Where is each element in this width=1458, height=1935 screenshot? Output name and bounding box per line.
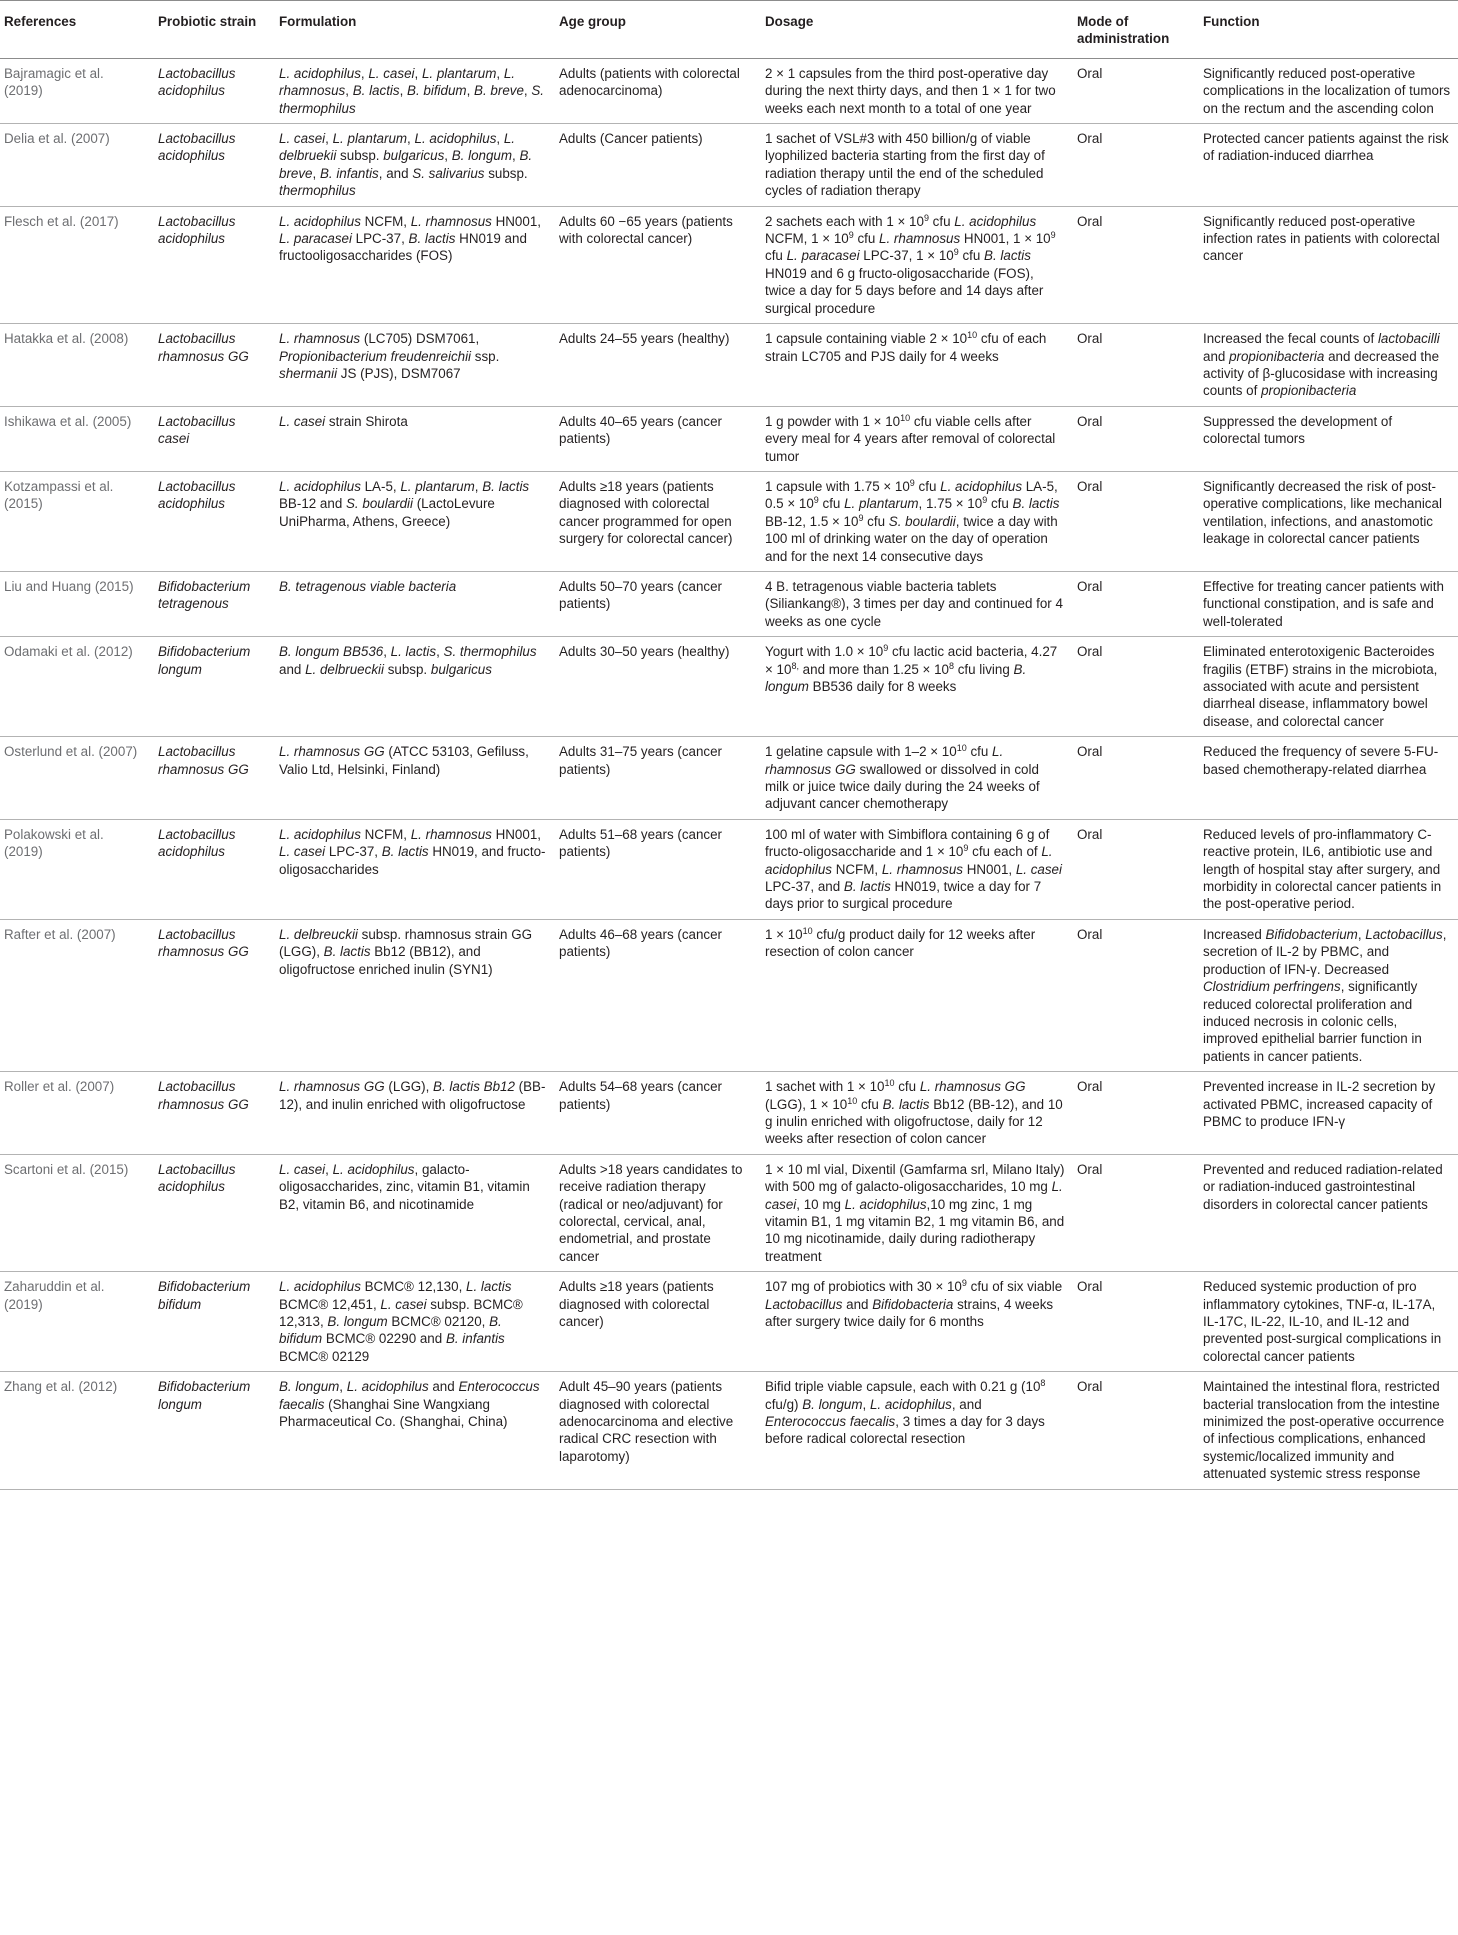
cell-probiotic-strain: Lactobacillus rhamnosus GG bbox=[152, 919, 273, 1071]
cell-mode-of-administration: Oral bbox=[1071, 124, 1197, 207]
cell-dosage: 1 sachet with $1 \times 10^{10}$ cfu L. rhamnosus GG (LGG), $1 \times 10^{10}$ cfu B. lactis Bb12 (BB-12), and 10 g inulin enriched with oligofructose, daily for 12 weeks after resection of colon cancer bbox=[759, 1072, 1071, 1155]
italic-text: B. lactis bbox=[882, 1096, 930, 1112]
italic-text: bulgaricus bbox=[383, 148, 445, 164]
cell-dosage: 2 sachets each with $1 \times 10^9$ cfu L. acidophilus NCFM, $1 \times 10^9$ cfu L. rhamnosus HN001, $1 \times 10^9$ cfu L. paracasei LPC-37, $1 \times 10^9$ cfu B. lactis HN019 and 6 g fructo-oligosaccharide (FOS), twice a day for 5 days before and 14 days after surgical procedure bbox=[759, 206, 1071, 323]
italic-text: B. longum bbox=[451, 148, 513, 164]
cell-age-group: Adults (patients with colorectal adenocarcinoma) bbox=[553, 58, 759, 123]
italic-text: L. rhamnosus bbox=[279, 331, 361, 347]
italic-text: L. casei bbox=[279, 1161, 326, 1177]
cell-reference: Osterlund et al. (2007) bbox=[0, 737, 152, 820]
cell-formulation: L. casei, L. plantarum, L. acidophilus, L. delbruekii subsp. bulgaricus, B. longum, B. breve, B. infantis, and S. salivarius subsp. thermophilus bbox=[273, 124, 553, 207]
italic-text: L. plantarum bbox=[844, 496, 919, 512]
cell-reference: Polakowski et al. (2019) bbox=[0, 819, 152, 919]
cell-age-group: Adults 50–70 years (cancer patients) bbox=[553, 571, 759, 636]
cell-age-group: Adults 51–68 years (cancer patients) bbox=[553, 819, 759, 919]
italic-text: B. longum bbox=[327, 1314, 388, 1329]
cell-mode-of-administration: Oral bbox=[1071, 819, 1197, 919]
cell-function: Suppressed the development of colorectal tumors bbox=[1197, 406, 1458, 471]
cell-probiotic-strain: Lactobacillus acidophilus bbox=[152, 58, 273, 123]
superscript: 10 bbox=[967, 330, 978, 341]
italic-text: B. lactis bbox=[408, 231, 456, 247]
italic-text: L. casei bbox=[279, 844, 326, 860]
cell-probiotic-strain: Lactobacillus rhamnosus GG bbox=[152, 1072, 273, 1155]
cell-age-group: Adults 46–68 years (cancer patients) bbox=[553, 919, 759, 1071]
cell-mode-of-administration: Oral bbox=[1071, 1272, 1197, 1372]
superscript: 8 bbox=[948, 660, 954, 671]
cell-function: Reduced systemic production of pro inflammatory cytokines, TNF-α, IL-17A, IL-17C, IL-22, IL-10, and IL-12 and prevented post-surgical complications in colorectal cancer patients bbox=[1197, 1272, 1458, 1372]
cell-function: Significantly reduced post-operative complications in the localization of tumors on the rectum and the ascending colon bbox=[1197, 58, 1458, 123]
cell-probiotic-strain: Bifidobacterium longum bbox=[152, 1372, 273, 1489]
superscript: 10 bbox=[847, 1095, 858, 1106]
cell-mode-of-administration: Oral bbox=[1071, 406, 1197, 471]
italic-text: Lactobacillus bbox=[765, 1296, 843, 1312]
italic-text: propionibacteria bbox=[1261, 383, 1357, 399]
table-row bbox=[0, 58, 1458, 123]
cell-formulation: L. acidophilus NCFM, L. rhamnosus HN001, L. casei LPC-37, B. lactis HN019, and fructo-oligosaccharides bbox=[273, 819, 553, 919]
cell-probiotic-strain: Lactobacillus acidophilus bbox=[152, 819, 273, 919]
italic-text: S. boulardii bbox=[346, 496, 413, 512]
cell-formulation: L. casei strain Shirota bbox=[273, 406, 553, 471]
italic-text: L. casei bbox=[1015, 861, 1062, 877]
italic-text: bulgaricus bbox=[430, 661, 492, 677]
italic-text: S. thermophilus bbox=[279, 83, 545, 116]
cell-reference: Liu and Huang (2015) bbox=[0, 571, 152, 636]
table-row bbox=[0, 819, 1458, 919]
italic-text: lactobacilli bbox=[1377, 331, 1440, 347]
italic-text: L. acidophilus bbox=[940, 478, 1023, 494]
italic-text: S. boulardii bbox=[888, 513, 956, 529]
cell-formulation: B. longum BB536, L. lactis, S. thermophilus and L. delbrueckii subsp. bulgaricus bbox=[273, 637, 553, 737]
superscript: 10 bbox=[956, 743, 967, 754]
italic-text: L. acidophilus bbox=[332, 1161, 415, 1177]
cell-reference: Zaharuddin et al. (2019) bbox=[0, 1272, 152, 1372]
cell-formulation: L. rhamnosus GG (ATCC 53103, Gefiluss, Valio Ltd, Helsinki, Finland) bbox=[273, 737, 553, 820]
italic-text: L. casei bbox=[279, 131, 326, 147]
table-row bbox=[0, 124, 1458, 207]
cell-dosage: 1 capsule with $1.75 \times 10^9$ cfu L. acidophilus LA-5, $0.5 \times 10^9$ cfu L. plantarum, $1.75 \times 10^9$ cfu B. lactis BB-12, $1.5 \times 10^9$ cfu S. boulardii, twice a day with 100 ml of drinking water on the day of operation and for the next 14 consecutive days bbox=[759, 471, 1071, 571]
header-formulation: Formulation bbox=[273, 1, 553, 59]
italic-text: L. delbreuckii bbox=[279, 926, 358, 942]
cell-reference: Odamaki et al. (2012) bbox=[0, 637, 152, 737]
header-age-group: Age group bbox=[553, 1, 759, 59]
cell-mode-of-administration: Oral bbox=[1071, 1072, 1197, 1155]
cell-reference: Scartoni et al. (2015) bbox=[0, 1154, 152, 1271]
italic-text: thermophilus bbox=[279, 183, 356, 199]
header-probiotic-strain: Probiotic strain bbox=[152, 1, 273, 59]
cell-function: Significantly decreased the risk of post-operative complications, like mechanical ventilation, infections, and anastomotic leakage in colorectal cancer patients bbox=[1197, 471, 1458, 571]
italic-text: B. bifidum bbox=[279, 1314, 502, 1347]
cell-formulation: L. casei, L. acidophilus, galacto-oligosaccharides, zinc, vitamin B1, vitamin B2, vitamin B6, and nicotinamide bbox=[273, 1154, 553, 1271]
italic-text: Clostridium perfringens bbox=[1203, 979, 1341, 995]
cell-mode-of-administration: Oral bbox=[1071, 324, 1197, 407]
italic-text: L. rhamnosus GG bbox=[919, 1079, 1026, 1095]
cell-function: Maintained the intestinal flora, restricted bacterial translocation from the intestine minimized the post-operative occurrence of infectious complications, enhanced systemic/localized immunity and attenuated systemic stress response bbox=[1197, 1372, 1458, 1489]
italic-text: B. lactis bbox=[482, 478, 530, 494]
superscript: 9 bbox=[909, 477, 915, 488]
italic-text: S. salivarius bbox=[412, 165, 485, 181]
cell-age-group: Adults 60 −65 years (patients with colorectal cancer) bbox=[553, 206, 759, 323]
cell-mode-of-administration: Oral bbox=[1071, 1372, 1197, 1489]
italic-text: L. delbrueckii bbox=[305, 661, 384, 677]
cell-reference: Zhang et al. (2012) bbox=[0, 1372, 152, 1489]
italic-text: L. lactis bbox=[390, 644, 437, 660]
table-row bbox=[0, 471, 1458, 571]
cell-mode-of-administration: Oral bbox=[1071, 637, 1197, 737]
italic-text: B. lactis bbox=[323, 944, 371, 960]
superscript: 9 bbox=[982, 495, 988, 506]
cell-dosage: 1 gelatine capsule with $1-2 \times 10^{10}$ cfu L. rhamnosus GG swallowed or dissolved in cold milk or juice twice daily during the 24 weeks of adjuvant cancer chemotherapy bbox=[759, 737, 1071, 820]
italic-text: B. lactis bbox=[984, 248, 1031, 264]
cell-formulation: L. rhamnosus GG (LGG), B. lactis Bb12 (BB-12), and inulin enriched with oligofructose bbox=[273, 1072, 553, 1155]
cell-function: Protected cancer patients against the risk of radiation-induced diarrhea bbox=[1197, 124, 1458, 207]
cell-reference: Roller et al. (2007) bbox=[0, 1072, 152, 1155]
italic-text: L. paracasei bbox=[279, 231, 352, 247]
cell-dosage: 2 × 1 capsules from the third post-operative day during the next thirty days, and then 1 × 1 for two weeks each next month to a total of one year bbox=[759, 58, 1071, 123]
table-row bbox=[0, 571, 1458, 636]
italic-text: B. bifidum bbox=[407, 83, 467, 99]
italic-text: L. acidophilus bbox=[869, 1396, 952, 1412]
cell-probiotic-strain: Lactobacillus rhamnosus GG bbox=[152, 737, 273, 820]
italic-text: L. delbruekii bbox=[279, 131, 516, 164]
cell-mode-of-administration: Oral bbox=[1071, 571, 1197, 636]
italic-text: L. plantarum bbox=[421, 65, 497, 81]
italic-text: L. casei bbox=[279, 413, 326, 429]
superscript: 10 bbox=[884, 1078, 895, 1089]
cell-dosage: 107 mg of probiotics with $30 \times 10^9$ cfu of six viable Lactobacillus and Bifidobacteria strains, 4 weeks after surgery twice daily for 6 months bbox=[759, 1272, 1071, 1372]
italic-text: Lactobacillus bbox=[1365, 926, 1443, 942]
superscript: 9 bbox=[883, 643, 889, 654]
superscript: 9 bbox=[953, 247, 959, 258]
italic-text: B. lactis bbox=[843, 879, 891, 895]
cell-dosage: Bifid triple viable capsule, each with 0.21 g ($10^8$ cfu/g) B. longum, L. acidophilus, and Enterococcus faecalis, 3 times a day for 3 days before radical colorectal resection bbox=[759, 1372, 1071, 1489]
table-row bbox=[0, 324, 1458, 407]
cell-formulation: L. acidophilus NCFM, L. rhamnosus HN001, L. paracasei LPC-37, B. lactis HN019 and fructooligosaccharides (FOS) bbox=[273, 206, 553, 323]
italic-text: L. paracasei bbox=[786, 248, 860, 264]
italic-text: L. acidophilus bbox=[765, 844, 1053, 877]
cell-formulation bbox=[273, 571, 553, 636]
cell-probiotic-strain: Bifidobacterium longum bbox=[152, 637, 273, 737]
table-row bbox=[0, 1154, 1458, 1271]
italic-text: L. casei bbox=[368, 65, 415, 81]
cell-function: Reduced levels of pro-inflammatory C-reactive protein, IL6, antibiotic use and length of hospital stay after surgery, and morbidity in colorectal cancer patients in the post-operative period. bbox=[1197, 819, 1458, 919]
cell-dosage: 1 sachet of VSL#3 with 450 billion/g of viable lyophilized bacteria starting from the first day of radiation therapy until the end of the scheduled cycles of radiation therapy bbox=[759, 124, 1071, 207]
cell-formulation: L. acidophilus, L. casei, L. plantarum, L. rhamnosus, B. lactis, B. bifidum, B. breve, S. thermophilus bbox=[273, 58, 553, 123]
table-row bbox=[0, 637, 1458, 737]
cell-formulation: B. longum, L. acidophilus and Enterococcus faecalis (Shanghai Sine Wangxiang Pharmaceutical Co. (Shanghai, China) bbox=[273, 1372, 553, 1489]
cell-probiotic-strain: Lactobacillus acidophilus bbox=[152, 124, 273, 207]
italic-text: L. acidophilus bbox=[346, 1379, 429, 1395]
italic-text: L. acidophilus bbox=[414, 131, 497, 147]
italic-text: L. rhamnosus bbox=[410, 826, 492, 842]
italic-text: B. longum bbox=[802, 1396, 863, 1412]
italic-text: propionibacteria bbox=[1229, 348, 1325, 364]
cell-probiotic-strain: Lactobacillus acidophilus bbox=[152, 206, 273, 323]
italic-text: B. lactis bbox=[352, 83, 400, 99]
cell-function: Prevented and reduced radiation-related or radiation-induced gastrointestinal disorders in colorectal cancer patients bbox=[1197, 1154, 1458, 1271]
italic-text: L. acidophilus bbox=[279, 1279, 361, 1295]
superscript: 8, bbox=[791, 660, 799, 671]
italic-text: L. plantarum bbox=[400, 478, 475, 494]
superscript: 10 bbox=[900, 412, 911, 423]
cell-dosage: Yogurt with $1.0 \times 10^9$ cfu lactic acid bacteria, $4.27 \times 10^{8,}$ and more than $1.25 \times 10^8$ cfu living B. longum BB536 daily for 8 weeks bbox=[759, 637, 1071, 737]
cell-dosage: $1 \times 10^{10}$ cfu/g product daily for 12 weeks after resection of colon cancer bbox=[759, 919, 1071, 1071]
superscript: 9 bbox=[963, 843, 969, 854]
cell-probiotic-strain: Bifidobacterium bifidum bbox=[152, 1272, 273, 1372]
italic-text: L. acidophilus bbox=[279, 478, 361, 494]
cell-function: Eliminated enterotoxigenic Bacteroides fragilis (ETBF) strains in the microbiota, associated with acute and persistent diarrheal disease, inflammatory bowel disease, and colorectal cancer bbox=[1197, 637, 1458, 737]
cell-mode-of-administration: Oral bbox=[1071, 919, 1197, 1071]
cell-reference: Flesch et al. (2017) bbox=[0, 206, 152, 323]
cell-dosage: 4 B. tetragenous viable bacteria tablets (Siliankang®), 3 times per day and continued for 4 weeks as one cycle bbox=[759, 571, 1071, 636]
cell-mode-of-administration: Oral bbox=[1071, 1154, 1197, 1271]
superscript: 10 bbox=[802, 925, 813, 936]
italic-text: B. breve bbox=[474, 83, 524, 99]
cell-formulation: L. delbreuckii subsp. rhamnosus strain GG (LGG), B. lactis Bb12 (BB12), and oligofructose enriched inulin (SYN1) bbox=[273, 919, 553, 1071]
superscript: 9 bbox=[923, 212, 929, 223]
cell-age-group: Adults 31–75 years (cancer patients) bbox=[553, 737, 759, 820]
cell-function: Effective for treating cancer patients with functional constipation, and is safe and well-tolerated bbox=[1197, 571, 1458, 636]
cell-reference: Delia et al. (2007) bbox=[0, 124, 152, 207]
header-dosage: Dosage bbox=[759, 1, 1071, 59]
cell-probiotic-strain: Lactobacillus acidophilus bbox=[152, 471, 273, 571]
italic-text: L. rhamnosus bbox=[279, 65, 516, 99]
italic-text: L. rhamnosus GG bbox=[279, 1079, 385, 1095]
italic-text: B. longum bbox=[765, 661, 1027, 694]
italic-text: L. acidophilus bbox=[279, 65, 361, 81]
cell-reference: Bajramagic et al. (2019) bbox=[0, 58, 152, 123]
italic-text: L. plantarum bbox=[332, 131, 408, 147]
table-row bbox=[0, 737, 1458, 820]
italic-text: B. lactis bbox=[381, 844, 429, 860]
italic-text: L. acidophilus bbox=[279, 826, 361, 842]
cell-dosage: 100 ml of water with Simbiflora containing 6 g of fructo-oligosaccharide and $1 \times 10^9$ cfu each of L. acidophilus NCFM, L. rhamnosus HN001, L. casei LPC-37, and B. lactis HN019, twice a day for 7 days prior to surgical procedure bbox=[759, 819, 1071, 919]
cell-age-group: Adults 40–65 years (cancer patients) bbox=[553, 406, 759, 471]
cell-age-group: Adults ≥18 years (patients diagnosed with colorectal cancer programmed for open surgery for colorectal cancer) bbox=[553, 471, 759, 571]
table-body bbox=[0, 58, 1458, 1489]
cell-function: Prevented increase in IL-2 secretion by activated PBMC, increased capacity of PBMC to produce IFN-γ bbox=[1197, 1072, 1458, 1155]
cell-function: Reduced the frequency of severe 5-FU-based chemotherapy-related diarrhea bbox=[1197, 737, 1458, 820]
table-row bbox=[0, 919, 1458, 1071]
italic-text: L. rhamnosus bbox=[410, 213, 492, 229]
header-mode-of-administration: Mode of administration bbox=[1071, 1, 1197, 59]
cell-reference: Rafter et al. (2007) bbox=[0, 919, 152, 1071]
italic-text: L. casei bbox=[380, 1296, 427, 1312]
table-row bbox=[0, 1072, 1458, 1155]
cell-function: Significantly reduced post-operative infection rates in patients with colorectal cancer bbox=[1197, 206, 1458, 323]
superscript: 9 bbox=[858, 512, 864, 523]
italic-text: L. acidophilus bbox=[954, 213, 1037, 229]
cell-probiotic-strain: Bifidobacterium tetragenous bbox=[152, 571, 273, 636]
italic-text: B. lactis bbox=[1012, 496, 1060, 512]
cell-function: Increased the fecal counts of lactobacilli and propionibacteria and decreased the activity of β-glucosidase with increasing counts of propionibacteria bbox=[1197, 324, 1458, 407]
italic-text: Enterococcus faecalis bbox=[279, 1379, 540, 1412]
cell-mode-of-administration: Oral bbox=[1071, 737, 1197, 820]
italic-text: S. thermophilus bbox=[443, 644, 537, 660]
cell-age-group: Adults 30–50 years (healthy) bbox=[553, 637, 759, 737]
header-function: Function bbox=[1197, 1, 1458, 59]
table-row bbox=[0, 206, 1458, 323]
italic-text: B. lactis Bb12 bbox=[433, 1079, 515, 1095]
cell-formulation: L. acidophilus LA-5, L. plantarum, B. lactis BB-12 and S. boulardii (LactoLevure UniPharma, Athens, Greece) bbox=[273, 471, 553, 571]
italic-text: B. infantis bbox=[319, 165, 379, 181]
superscript: 9 bbox=[813, 495, 819, 506]
cell-age-group: Adults ≥18 years (patients diagnosed with colorectal cancer) bbox=[553, 1272, 759, 1372]
table-row bbox=[0, 1372, 1458, 1489]
cell-function: Increased Bifidobacterium, Lactobacillus, secretion of IL-2 by PBMC, and production of IFN-γ. Decreased Clostridium perfringens, significantly reduced colorectal proliferation and induced necrosis in colonic cells, improved epithelial barrier function in patients in cancer patients. bbox=[1197, 919, 1458, 1071]
cell-reference: Hatakka et al. (2008) bbox=[0, 324, 152, 407]
header-row bbox=[0, 1, 1458, 59]
cell-mode-of-administration: Oral bbox=[1071, 206, 1197, 323]
italic-text: L. acidophilus bbox=[844, 1196, 927, 1212]
italic-text: B. infantis bbox=[445, 1331, 505, 1347]
superscript: 9 bbox=[961, 1278, 967, 1289]
cell-mode-of-administration: Oral bbox=[1071, 58, 1197, 123]
italic-text: B. breve bbox=[279, 148, 533, 181]
cell-dosage: 1 capsule containing viable $2 \times 10^{10}$ cfu of each strain LC705 and PJS daily for 4 weeks bbox=[759, 324, 1071, 407]
italic-text: L. rhamnosus bbox=[879, 231, 961, 247]
italic-text: B. longum BB536 bbox=[279, 644, 384, 660]
cell-age-group: Adult 45–90 years (patients diagnosed with colorectal adenocarcinoma and elective radical CRC resection with laparotomy) bbox=[553, 1372, 759, 1489]
cell-probiotic-strain: Lactobacillus rhamnosus GG bbox=[152, 324, 273, 407]
cell-probiotic-strain: Lactobacillus acidophilus bbox=[152, 1154, 273, 1271]
superscript: 8 bbox=[1040, 1378, 1046, 1389]
table-header bbox=[0, 1, 1458, 59]
cell-age-group: Adults (Cancer patients) bbox=[553, 124, 759, 207]
cell-reference: Kotzampassi et al. (2015) bbox=[0, 471, 152, 571]
cell-mode-of-administration: Oral bbox=[1071, 471, 1197, 571]
table-row bbox=[0, 406, 1458, 471]
italic-text: L. acidophilus bbox=[279, 213, 361, 229]
italic-text: L. rhamnosus bbox=[881, 861, 963, 877]
italic-text: B. tetragenous viable bacteria bbox=[279, 578, 457, 594]
cell-formulation: L. acidophilus BCMC® 12,130, L. lactis BCMC® 12,451, L. casei subsp. BCMC® 12,313, B. longum BCMC® 02120, B. bifidum BCMC® 02290 and B. infantis BCMC® 02129 bbox=[273, 1272, 553, 1372]
italic-text: L. lactis bbox=[466, 1279, 512, 1295]
table-row bbox=[0, 1272, 1458, 1372]
italic-text: L. rhamnosus GG bbox=[765, 744, 1004, 777]
cell-age-group: Adults 54–68 years (cancer patients) bbox=[553, 1072, 759, 1155]
cell-formulation: L. rhamnosus (LC705) DSM7061, Propionibacterium freudenreichii ssp. shermanii JS (PJS), DSM7067 bbox=[273, 324, 553, 407]
cell-probiotic-strain: Lactobacillus casei bbox=[152, 406, 273, 471]
cell-dosage: 1 × 10 ml vial, Dixentil (Gamfarma srl, Milano Italy) with 500 mg of galacto-oligosaccharides, 10 mg L. casei, 10 mg L. acidophilus,10 mg zinc, 1 mg vitamin B1, 1 mg vitamin B2, 1 mg vitamin B6, and 10 mg nicotinamide, daily during radiotherapy treatment bbox=[759, 1154, 1071, 1271]
cell-age-group: Adults 24–55 years (healthy) bbox=[553, 324, 759, 407]
italic-text: Propionibacterium freudenreichii bbox=[279, 348, 472, 364]
cell-reference: Ishikawa et al. (2005) bbox=[0, 406, 152, 471]
superscript: 9 bbox=[848, 230, 854, 241]
cell-age-group: Adults >18 years candidates to receive radiation therapy (radical or neo/adjuvant) for colorectal, cervical, anal, endometrial, and prostate cancer bbox=[553, 1154, 759, 1271]
italic-text: Bifidobacterium bbox=[1265, 926, 1358, 942]
header-references: References bbox=[0, 1, 152, 59]
superscript: 9 bbox=[1050, 230, 1056, 241]
italic-text: Enterococcus faecalis bbox=[765, 1414, 896, 1430]
italic-text: shermanii bbox=[279, 365, 338, 381]
italic-text: Bifidobacteria bbox=[872, 1296, 954, 1312]
italic-text: B. longum bbox=[279, 1379, 340, 1395]
italic-text: L. casei bbox=[765, 1179, 1063, 1212]
italic-text: L. rhamnosus GG bbox=[279, 744, 385, 760]
cell-dosage: 1 g powder with $1 \times 10^{10}$ cfu viable cells after every meal for 4 years after removal of colorectal tumor bbox=[759, 406, 1071, 471]
